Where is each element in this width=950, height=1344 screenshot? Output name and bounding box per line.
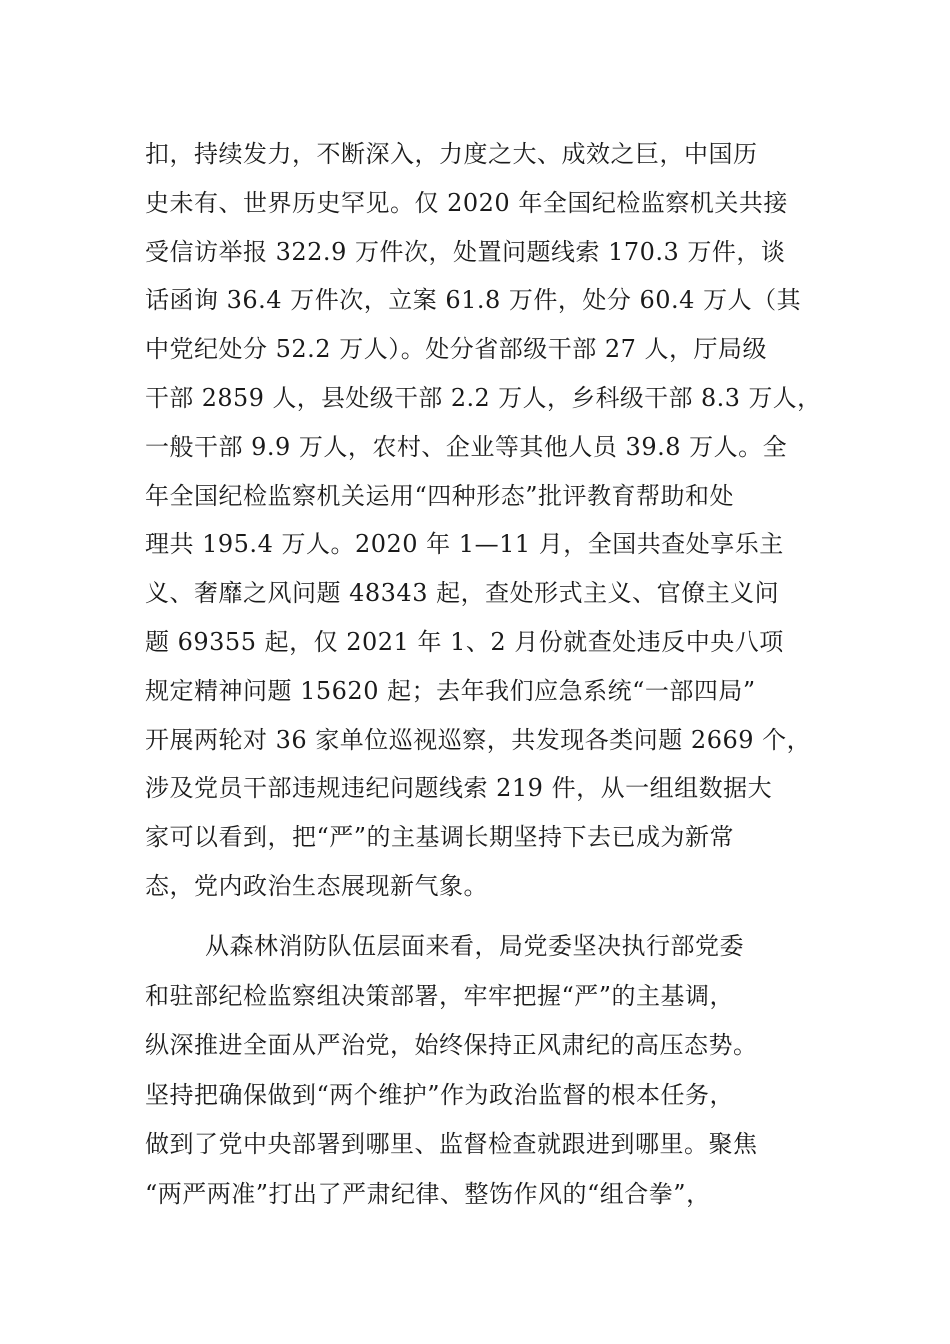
text-line: 题 69355 起，仅 2021 年 1、2 月份就查处违反中央八项 [145,627,784,656]
text-line: 从森林消防队伍层面来看，局党委坚决执行部党委 [205,932,744,960]
text-line: 开展两轮对 36 家单位巡视巡察，共发现各类问题 2669 个， [145,725,812,754]
text-line: 态，党内政治生态展现新气象。 [145,871,488,900]
text-line: 坚持把确保做到“两个维护”作为政治监督的根本任务， [145,1080,735,1109]
text-line: 扣，持续发力，不断深入，力度之大、成效之巨，中国历 [145,140,758,168]
text-line: 义、奢靡之风问题 48343 起，查处形式主义、官僚主义问 [145,579,780,608]
text-line: 话函询 36.4 万件次，立案 61.8 万件，处分 60.4 万人（其 [145,286,802,315]
text-line: 纵深推进全面从严治党，始终保持正风肃纪的高压态势。 [145,1031,758,1060]
text-line: “两严两准”打出了严肃纪律、整饬作风的“组合拳”， [145,1179,711,1208]
text-line: 年全国纪检监察机关运用“四种形态”批评教育帮助和处 [145,481,735,510]
text-line: 做到了党中央部署到哪里、监督检查就跟进到哪里。聚焦 [145,1130,758,1159]
text-line: 规定精神问题 15620 起；去年我们应急系统“一部四局” [145,676,756,705]
text-line: 中党纪处分 52.2 万人）。处分省部级干部 27 人，厅局级 [145,335,767,364]
paragraph-1 [145,130,825,911]
paragraph-2 [145,922,825,1220]
text-line: 史未有、世界历史罕见。仅 2020 年全国纪检监察机关共接 [145,188,788,217]
text-line: 涉及党员干部违规违纪问题线索 219 件，从一组组数据大 [145,774,773,803]
text-line: 受信访举报 322.9 万件次，处置问题线索 170.3 万件，谈 [145,237,786,266]
text-line: 一般干部 9.9 万人，农村、企业等其他人员 39.8 万人。全 [145,432,788,461]
text-line: 干部 2859 人，县处级干部 2.2 万人，乡科级干部 8.3 万人， [145,383,822,412]
text-line: 和驻部纪检监察组决策部署，牢牢把握“严”的主基调， [145,981,735,1010]
text-line: 理共 195.4 万人。2020 年 1—11 月，全国共查处享乐主 [145,530,784,559]
text-line: 家可以看到，把“严”的主基调长期坚持下去已成为新常 [145,823,735,852]
